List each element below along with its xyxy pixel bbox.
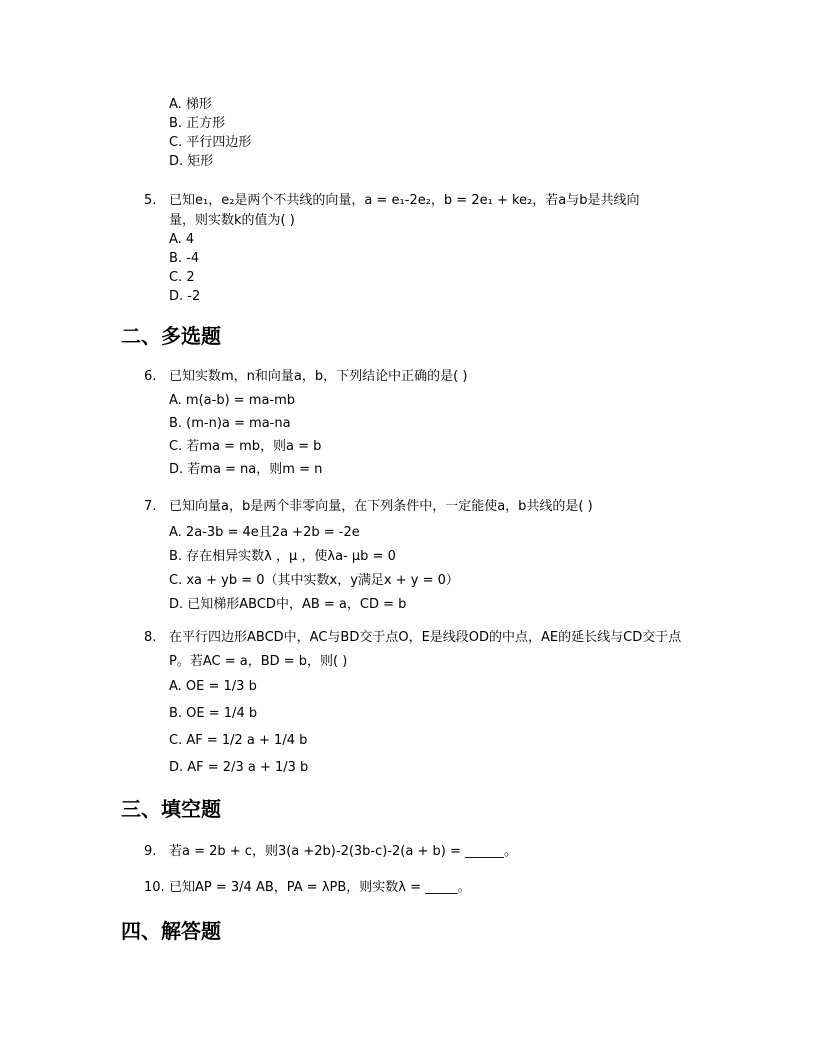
q7-option-a: A. 2a-3b = 4e且2a +2b = -2e [169, 525, 360, 540]
q7-option-b: B. 存在相异实数λ ，μ ，使λa- μb = 0 [169, 549, 396, 564]
q8-option-b: B. OE = 1/4 b [169, 706, 258, 721]
q10-number: 10. [144, 880, 165, 895]
q7-number: 7. [144, 499, 157, 514]
q5-option-d: D. -2 [169, 289, 201, 304]
q9-number: 9. [144, 844, 157, 859]
q6-stem-line1: 已知实数m，n和向量a，b，下列结论中正确的是( ) [169, 369, 468, 384]
q8-stem-line2: P。若AC = a，BD = b，则( ) [169, 654, 348, 669]
q9-stem-line1: 若a = 2b + c，则3(a +2b)-2(3b-c)-2(a + b) = ______。 [169, 844, 517, 859]
q4-option-b: B. 正方形 [169, 116, 226, 131]
q8-option-d: D. AF = 2/3 a + 1/3 b [169, 760, 309, 775]
q6-number: 6. [144, 369, 157, 384]
q5-option-c: C. 2 [169, 270, 195, 285]
section-heading-solutions: 四、解答题 [121, 919, 221, 943]
q4-option-d: D. 矩形 [169, 154, 214, 169]
q7-stem-line1: 已知向量a，b是两个非零向量，在下列条件中，一定能使a，b共线的是( ) [169, 499, 593, 514]
q5-number: 5. [144, 193, 157, 208]
q4-option-a: A. 梯形 [169, 97, 212, 112]
q8-option-a: A. OE = 1/3 b [169, 679, 257, 694]
q6-option-d: D. 若ma = na，则m = n [169, 462, 323, 477]
section-heading-fill-in: 三、填空题 [121, 797, 221, 821]
q6-option-c: C. 若ma = mb，则a = b [169, 439, 322, 454]
q7-option-c: C. xa + yb = 0（其中实数x，y满足x + y = 0） [169, 573, 459, 588]
q6-option-a: A. m(a-b) = ma-mb [169, 393, 296, 408]
q10-stem-line1: 已知AP = 3/4 AB，PA = λPB，则实数λ = _____。 [169, 880, 471, 895]
q5-option-b: B. -4 [169, 251, 200, 266]
q8-number: 8. [144, 630, 157, 645]
q4-option-c: C. 平行四边形 [169, 135, 252, 150]
q8-stem-line1: 在平行四边形ABCD中，AC与BD交于点O，E是线段OD的中点，AE的延长线与CD交于点 [169, 630, 682, 645]
q8-option-c: C. AF = 1/2 a + 1/4 b [169, 733, 308, 748]
section-heading-multiple-choice: 二、多选题 [121, 324, 221, 348]
q5-stem-line1: 已知e₁，e₂是两个不共线的向量，a = e₁-2e₂，b = 2e₁ + ke₂，若a与b是共线向 [169, 193, 640, 208]
q5-stem-line2: 量，则实数k的值为( ) [169, 213, 295, 228]
q6-option-b: B. (m-n)a = ma-na [169, 416, 291, 431]
q7-option-d: D. 已知梯形ABCD中，AB = a，CD = b [169, 597, 407, 612]
q5-option-a: A. 4 [169, 232, 195, 247]
